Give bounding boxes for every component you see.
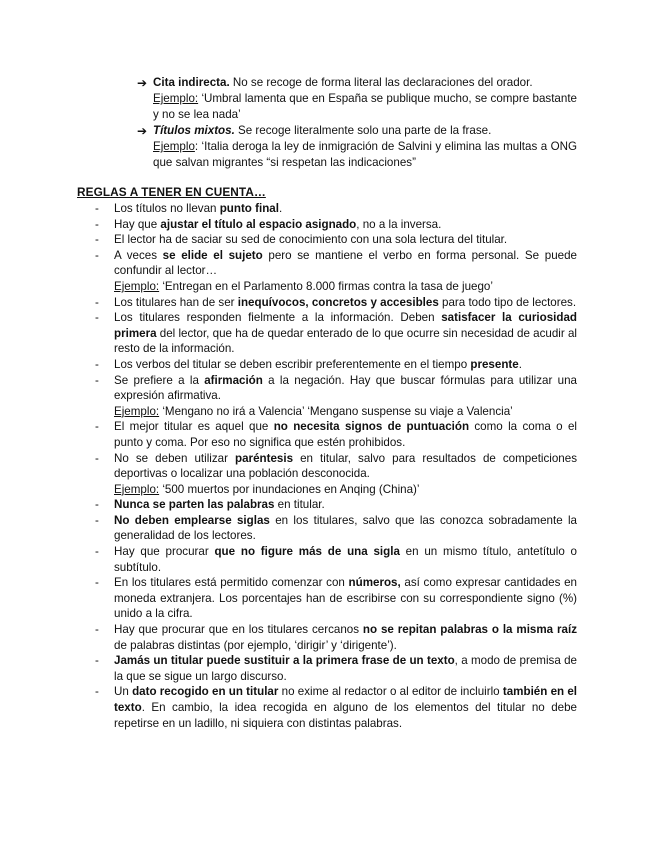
rule-text: Hay que procurar	[114, 545, 215, 559]
bullet-dash: -	[95, 248, 99, 262]
intro-item-titulos-mixtos	[137, 123, 577, 171]
rule-example	[114, 404, 577, 420]
rule-item	[77, 201, 577, 217]
example-label: Ejemplo:	[114, 279, 160, 293]
rule-emphasis: presente	[470, 357, 519, 371]
example-label: Ejemplo:	[114, 404, 160, 418]
rule-text: .	[518, 357, 522, 371]
bullet-dash: -	[95, 685, 99, 699]
rule-item	[77, 653, 577, 684]
rule-item	[77, 295, 577, 311]
bullet-dash: -	[95, 295, 99, 309]
rule-item	[77, 684, 577, 731]
bullet-dash: -	[95, 576, 99, 590]
rule-item	[77, 232, 577, 248]
example-text: ‘Mengano no irá a Valencia’ ‘Mengano suspense su viaje a Valencia’	[159, 404, 513, 418]
bullet-dash: -	[95, 202, 99, 215]
rule-text: . En cambio, la idea recogida en alguno de los elementos del titular no debe repetirse en un ladillo, ni siquiera con distintas palabras.	[114, 701, 577, 730]
item-title: Cita indirecta.	[153, 76, 230, 89]
rule-text: como la coma o el punto y coma. Por eso no significa que estén prohibidos.	[114, 420, 577, 449]
rule-text: Se prefiere a la	[114, 373, 205, 387]
rules-list	[77, 201, 577, 731]
rule-emphasis: punto final	[219, 202, 279, 215]
rule-text: No se deben utilizar	[114, 451, 236, 465]
item-text: Se recoge literalmente solo una parte de la frase.	[234, 124, 492, 137]
rule-item	[77, 310, 577, 357]
rule-text: Hay que procurar que en los titulares cercanos	[114, 623, 363, 637]
rule-example	[114, 482, 577, 498]
rule-text: , a modo de premisa de la que se sigue un largo discurso.	[114, 654, 577, 683]
rule-item	[77, 217, 577, 233]
bullet-dash: -	[95, 420, 99, 434]
bullet-dash: -	[95, 513, 99, 527]
rule-emphasis: no se repitan palabras o la misma raíz	[362, 623, 577, 637]
example-text: : ‘Italia deroga la ley de inmigración de Salvini y elimina las multas a ONG que salvan migrantes “si respetan las indicaciones”	[153, 140, 577, 169]
rule-emphasis: ajustar el título al espacio asignado	[160, 217, 357, 231]
rule-item	[77, 622, 577, 653]
example-text: ‘Entregan en el Parlamento 8.000 firmas contra la tasa de juego’	[159, 279, 493, 293]
rule-emphasis: No deben emplearse siglas	[114, 513, 270, 527]
item-text: No se recoge de forma literal las declaraciones del orador.	[229, 76, 533, 89]
item-title: Títulos mixtos.	[153, 124, 235, 137]
rule-emphasis: Nunca se parten las palabras	[114, 498, 275, 512]
bullet-dash: -	[95, 217, 99, 231]
intro-item-cita-indirecta	[137, 75, 577, 123]
rule-text: del lector, que ha de quedar enterado de lo que ocurre sin necesidad de acudir al resto de la información.	[114, 326, 577, 356]
bullet-dash: -	[95, 357, 99, 371]
rule-text: para todo tipo de lectores.	[438, 295, 577, 309]
example-text: ‘Umbral lamenta que en España se publique mucho, se compre bastante y no se lea nada’	[153, 92, 577, 121]
rule-text: en titular, salvo para resultados de competiciones deportivas o localizar una población desconocida.	[114, 451, 577, 481]
bullet-dash: -	[95, 654, 99, 668]
rule-item	[77, 451, 577, 498]
example-text: ‘500 muertos por inundaciones en Anqing (China)’	[159, 482, 420, 496]
rule-emphasis: afirmación	[204, 373, 263, 387]
rule-text: de palabras distintas (por ejemplo, ‘dirigir’ y ‘dirigente’).	[114, 638, 397, 652]
arrow-icon: ➔	[137, 76, 148, 90]
example-label: Ejemplo:	[153, 92, 199, 105]
example-label: Ejemplo	[153, 140, 195, 153]
rule-text: no exime al redactor o al editor de incluirlo	[278, 685, 503, 699]
rule-text: Un	[114, 685, 133, 699]
rule-text: Los títulos no llevan	[114, 202, 220, 215]
rule-text: El lector ha de saciar su sed de conocimiento con una sola lectura del titular.	[114, 233, 508, 247]
bullet-dash: -	[95, 623, 99, 637]
rule-text: , no a la inversa.	[356, 217, 442, 231]
bullet-dash: -	[95, 451, 99, 465]
rule-text: en titular.	[274, 498, 325, 512]
rule-item	[77, 497, 577, 513]
rule-emphasis: que no figure más de una sigla	[214, 545, 400, 559]
rule-text: Hay que	[114, 217, 161, 231]
rule-emphasis: dato recogido en un titular	[132, 685, 279, 699]
arrow-icon: ➔	[137, 124, 148, 138]
rule-item	[77, 373, 577, 420]
rule-text: En los titulares está permitido comenzar con	[114, 576, 349, 590]
rule-emphasis: satisfacer la curiosidad primera	[114, 311, 577, 340]
rule-text: en un mismo título, antetítulo o subtítulo.	[114, 545, 577, 574]
rule-text: a la negación. Hay que buscar fórmulas para utilizar una expresión afirmativa.	[114, 373, 577, 403]
rule-text: pero se mantiene el verbo en forma personal. Se puede confundir al lector…	[114, 248, 577, 278]
rule-item	[77, 575, 577, 622]
rule-text: .	[278, 202, 283, 215]
rule-example	[114, 279, 577, 295]
rule-item	[77, 357, 577, 373]
section-heading: REGLAS A TENER EN CUENTA…	[77, 185, 266, 199]
rule-item	[77, 544, 577, 575]
rule-item	[77, 419, 577, 450]
rule-text: Los verbos del titular se deben escribir preferentemente en el tiempo	[114, 357, 471, 371]
rule-emphasis: no necesita signos de puntuación	[273, 420, 470, 434]
bullet-dash: -	[95, 311, 99, 325]
example-label: Ejemplo:	[114, 482, 160, 496]
rule-item	[77, 513, 577, 544]
rule-emphasis: también en el texto	[114, 685, 578, 714]
bullet-dash: -	[95, 373, 99, 387]
rule-emphasis: números,	[348, 576, 401, 590]
rule-emphasis: inequívocos, concretos y accesibles	[237, 295, 439, 309]
rule-emphasis: Jamás un titular puede sustituir a la primera frase de un texto	[114, 654, 455, 668]
rule-text: así como expresar cantidades en moneda extranjera. Los porcentajes han de escribirse con su correspondiente signo (%) unido a la cifra.	[114, 576, 577, 621]
bullet-dash: -	[95, 545, 99, 559]
bullet-dash: -	[95, 498, 99, 512]
rule-text: en los titulares, salvo que las conozca sobradamente la generalidad de los lectores.	[114, 513, 578, 543]
rule-item	[77, 248, 577, 295]
rule-text: Los titulares responden fielmente a la información. Deben	[114, 311, 442, 325]
bullet-dash: -	[95, 233, 99, 247]
rule-text: El mejor titular es aquel que	[114, 420, 274, 434]
rule-emphasis: se elide el sujeto	[162, 248, 263, 262]
rule-text: Los titulares han de ser	[114, 295, 238, 309]
rule-emphasis: paréntesis	[235, 451, 294, 465]
rule-text: A veces	[114, 248, 163, 262]
